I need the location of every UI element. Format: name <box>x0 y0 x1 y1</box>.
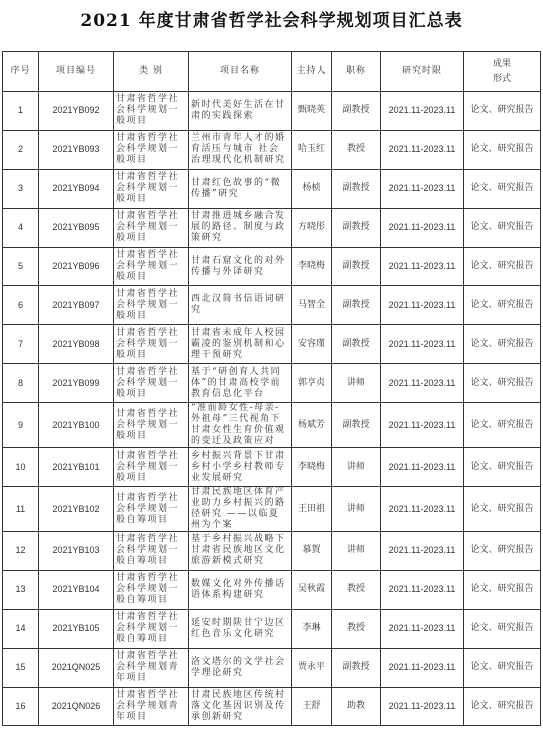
cell-result: 论文、研究报告 <box>464 648 541 687</box>
cell-host: 吴秋霞 <box>292 570 332 609</box>
header-row <box>3 52 541 92</box>
cell-name: 基于“研创育人共同体”的甘肃高校学前教育信息化平台 <box>189 364 292 403</box>
cell-name: 甘肃石窟文化的对外传播与外译研究 <box>189 247 292 286</box>
cell-seq: 10 <box>3 448 39 487</box>
table-row <box>3 130 541 169</box>
cell-rank: 助教 <box>332 687 381 726</box>
cell-category: 甘肃省哲学社会科学规划一般项目 <box>114 247 189 286</box>
cell-host: 马智全 <box>292 286 332 325</box>
cell-category: 甘肃省哲学社会科学规划一般项目 <box>114 364 189 403</box>
cell-period: 2021.11-2023.11 <box>381 403 464 448</box>
cell-period: 2021.11-2023.11 <box>381 487 464 532</box>
cell-period: 2021.11-2023.11 <box>381 208 464 247</box>
header-seq: 序号 <box>3 52 39 92</box>
table-row <box>3 403 541 448</box>
cell-result: 论文、研究报告 <box>464 687 541 726</box>
cell-rank: 讲师 <box>332 364 381 403</box>
cell-rank: 副教授 <box>332 247 381 286</box>
cell-category: 甘肃省哲学社会科学规划一般项目 <box>114 448 189 487</box>
header-host: 主持人 <box>292 52 332 92</box>
cell-name: 数媒文化对外传播话语体系构建研究 <box>189 570 292 609</box>
cell-code: 2021YB097 <box>39 286 114 325</box>
cell-result: 论文、研究报告 <box>464 208 541 247</box>
cell-host: 哈玉红 <box>292 130 332 169</box>
table-row <box>3 364 541 403</box>
cell-category: 甘肃省哲学社会科学规划一般项目 <box>114 403 189 448</box>
header-name: 项目名称 <box>189 52 292 92</box>
cell-seq: 5 <box>3 247 39 286</box>
cell-seq: 9 <box>3 403 39 448</box>
cell-seq: 6 <box>3 286 39 325</box>
cell-rank: 教授 <box>332 130 381 169</box>
cell-rank: 副教授 <box>332 208 381 247</box>
cell-code: 2021YB098 <box>39 325 114 364</box>
cell-rank: 讲师 <box>332 448 381 487</box>
cell-seq: 8 <box>3 364 39 403</box>
cell-category: 甘肃省哲学社会科学规划一般项目 <box>114 130 189 169</box>
cell-period: 2021.11-2023.11 <box>381 448 464 487</box>
cell-code: 2021YB102 <box>39 487 114 532</box>
cell-name: 甘肃推进城乡融合发展的路径、制度与政策研究 <box>189 208 292 247</box>
cell-period: 2021.11-2023.11 <box>381 325 464 364</box>
cell-code: 2021YB094 <box>39 169 114 208</box>
cell-category: 甘肃省哲学社会科学规划一般自筹项目 <box>114 609 189 648</box>
cell-category: 甘肃省哲学社会科学规划一般项目 <box>114 325 189 364</box>
cell-rank: 讲师 <box>332 487 381 532</box>
cell-result: 论文、研究报告 <box>464 325 541 364</box>
cell-code: 2021QN025 <box>39 648 114 687</box>
cell-code: 2021YB093 <box>39 130 114 169</box>
cell-name: 新时代美好生活在甘肃的实践探索 <box>189 92 292 131</box>
cell-seq: 3 <box>3 169 39 208</box>
cell-name: 洛文塔尔的文学社会学理论研究 <box>189 648 292 687</box>
cell-name: 甘肃民族地区体育产业助力乡村振兴的路径研究 ——以临夏州为个案 <box>189 487 292 532</box>
table-row <box>3 487 541 532</box>
cell-code: 2021QN026 <box>39 687 114 726</box>
cell-code: 2021YB096 <box>39 247 114 286</box>
cell-seq: 11 <box>3 487 39 532</box>
cell-code: 2021YB103 <box>39 532 114 571</box>
cell-category: 甘肃省哲学社会科学规划一般自筹项目 <box>114 487 189 532</box>
header-code: 项目编号 <box>39 52 114 92</box>
cell-result: 论文、研究报告 <box>464 403 541 448</box>
table-row <box>3 92 541 131</box>
cell-seq: 13 <box>3 570 39 609</box>
cell-host: 杨桢 <box>292 169 332 208</box>
table-row <box>3 648 541 687</box>
cell-period: 2021.11-2023.11 <box>381 286 464 325</box>
cell-host: 王舒 <box>292 687 332 726</box>
cell-period: 2021.11-2023.11 <box>381 687 464 726</box>
cell-period: 2021.11-2023.11 <box>381 247 464 286</box>
cell-code: 2021YB104 <box>39 570 114 609</box>
table-row <box>3 286 541 325</box>
cell-rank: 副教授 <box>332 92 381 131</box>
cell-name: 兰州市青年人才的婚育活压与城市 社会治理现代化机制研究 <box>189 130 292 169</box>
cell-seq: 16 <box>3 687 39 726</box>
cell-category: 甘肃省哲学社会科学规划青年项目 <box>114 648 189 687</box>
cell-rank: 副教授 <box>332 286 381 325</box>
projects-table <box>2 51 541 726</box>
cell-result: 论文、研究报告 <box>464 130 541 169</box>
cell-category: 甘肃省哲学社会科学规划一般项目 <box>114 92 189 131</box>
cell-seq: 15 <box>3 648 39 687</box>
header-result: 成果 形式 <box>464 52 541 92</box>
header-rank: 职称 <box>332 52 381 92</box>
cell-name: 西北汉简书信语词研究 <box>189 286 292 325</box>
cell-name: 基于乡村振兴战略下甘肃省民族地区文化旅游新模式研究 <box>189 532 292 571</box>
cell-result: 论文、研究报告 <box>464 448 541 487</box>
cell-host: 贾永平 <box>292 648 332 687</box>
cell-seq: 12 <box>3 532 39 571</box>
cell-seq: 4 <box>3 208 39 247</box>
cell-result: 论文、研究报告 <box>464 570 541 609</box>
cell-result: 论文、研究报告 <box>464 169 541 208</box>
table-row <box>3 570 541 609</box>
cell-period: 2021.11-2023.11 <box>381 92 464 131</box>
table-row <box>3 687 541 726</box>
page-title: 2021 年度甘肃省哲学社会科学规划项目汇总表 <box>80 11 463 31</box>
cell-rank: 副教授 <box>332 169 381 208</box>
cell-period: 2021.11-2023.11 <box>381 130 464 169</box>
cell-code: 2021YB101 <box>39 448 114 487</box>
cell-name: 甘肃红色故事的“微传播”研究 <box>189 169 292 208</box>
cell-result: 论文、研究报告 <box>464 609 541 648</box>
cell-category: 甘肃省哲学社会科学规划一般自筹项目 <box>114 570 189 609</box>
cell-name: 乡村振兴背景下甘肃乡村小学乡村教师专业发展研究 <box>189 448 292 487</box>
cell-host: 慕賀 <box>292 532 332 571</box>
cell-result: 论文、研究报告 <box>464 286 541 325</box>
cell-category: 甘肃省哲学社会科学规划一般项目 <box>114 286 189 325</box>
cell-host: 李晓梅 <box>292 247 332 286</box>
cell-period: 2021.11-2023.11 <box>381 609 464 648</box>
cell-seq: 14 <box>3 609 39 648</box>
cell-result: 论文、研究报告 <box>464 92 541 131</box>
cell-name: 延安时期陕甘宁边区红色音乐文化研究 <box>189 609 292 648</box>
table-row <box>3 609 541 648</box>
cell-name: 甘肃民族地区传统村落文化基因识别及传承创新研究 <box>189 687 292 726</box>
cell-seq: 2 <box>3 130 39 169</box>
cell-code: 2021YB105 <box>39 609 114 648</box>
cell-rank: 副教授 <box>332 648 381 687</box>
cell-result: 论文、研究报告 <box>464 247 541 286</box>
cell-result: 论文、研究报告 <box>464 364 541 403</box>
cell-host: 王田祖 <box>292 487 332 532</box>
cell-rank: 教授 <box>332 570 381 609</box>
cell-code: 2021YB095 <box>39 208 114 247</box>
cell-host: 杨斌芳 <box>292 403 332 448</box>
cell-rank: 讲师 <box>332 532 381 571</box>
table-row <box>3 208 541 247</box>
cell-period: 2021.11-2023.11 <box>381 364 464 403</box>
cell-rank: 副教授 <box>332 325 381 364</box>
table-row <box>3 448 541 487</box>
cell-code: 2021YB099 <box>39 364 114 403</box>
cell-host: 甄晓英 <box>292 92 332 131</box>
header-category: 类 别 <box>114 52 189 92</box>
cell-seq: 7 <box>3 325 39 364</box>
cell-code: 2021YB092 <box>39 92 114 131</box>
cell-period: 2021.11-2023.11 <box>381 532 464 571</box>
cell-name: “准前龄女性-母亲-外祖母”三代视角下甘肃女性生育价值观的变迁及政策应对 <box>189 403 292 448</box>
cell-host: 李琳 <box>292 609 332 648</box>
cell-host: 李晓梅 <box>292 448 332 487</box>
cell-category: 甘肃省哲学社会科学规划一般项目 <box>114 208 189 247</box>
table-row <box>3 247 541 286</box>
header-period: 研究时限 <box>381 52 464 92</box>
cell-host: 安容瑾 <box>292 325 332 364</box>
cell-result: 论文、研究报告 <box>464 487 541 532</box>
cell-host: 方晓彤 <box>292 208 332 247</box>
cell-code: 2021YB100 <box>39 403 114 448</box>
cell-seq: 1 <box>3 92 39 131</box>
table-row <box>3 325 541 364</box>
table-row <box>3 169 541 208</box>
cell-category: 甘肃省哲学社会科学规划一般自筹项目 <box>114 532 189 571</box>
cell-period: 2021.11-2023.11 <box>381 648 464 687</box>
cell-category: 甘肃省哲学社会科学规划一般项目 <box>114 169 189 208</box>
table-row <box>3 532 541 571</box>
cell-rank: 副教授 <box>332 403 381 448</box>
cell-category: 甘肃省哲学社会科学规划青年项目 <box>114 687 189 726</box>
cell-period: 2021.11-2023.11 <box>381 169 464 208</box>
cell-host: 郭亨贞 <box>292 364 332 403</box>
cell-period: 2021.11-2023.11 <box>381 570 464 609</box>
cell-result: 论文、研究报告 <box>464 532 541 571</box>
cell-rank: 教授 <box>332 609 381 648</box>
cell-name: 甘肃省未成年人校园霸凌的鉴别机制和心理干预研究 <box>189 325 292 364</box>
